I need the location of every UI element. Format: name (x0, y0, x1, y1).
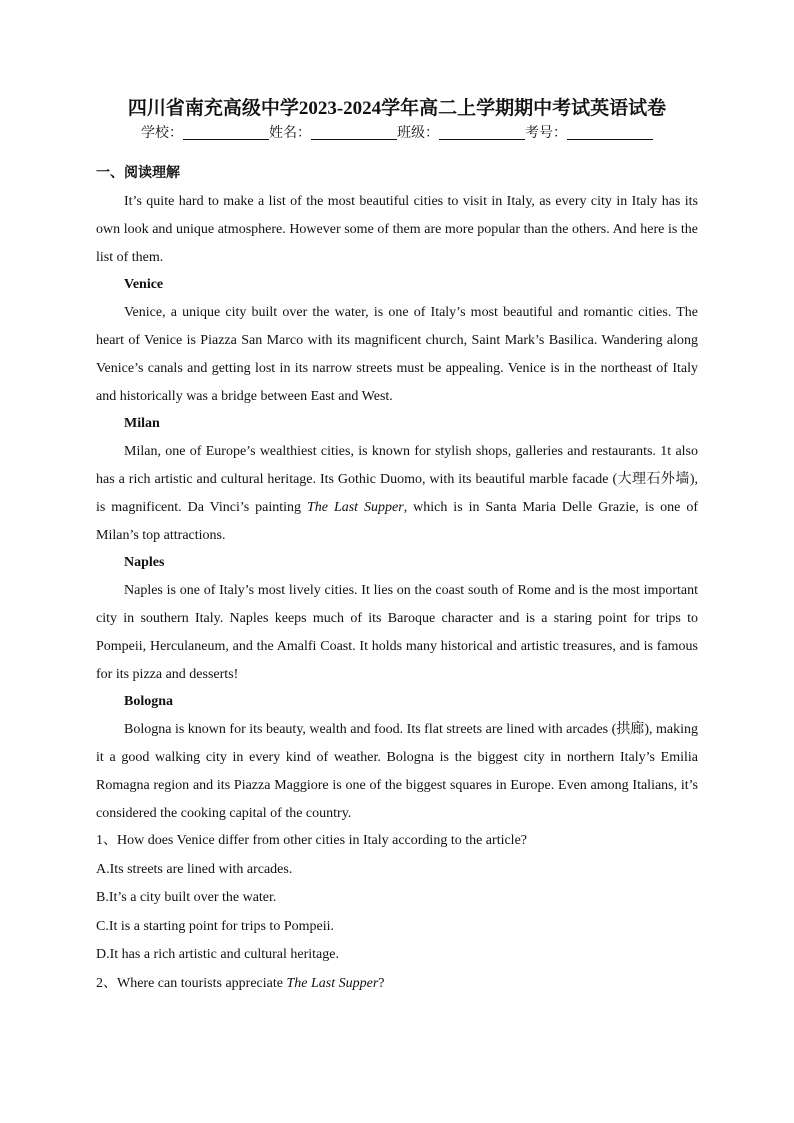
painting-title: The Last Supper (307, 499, 404, 515)
city-heading-milan: Milan (124, 416, 160, 432)
venice-paragraph: Venice, a unique city built over the water, is one of Italy’s most beautiful and romantic cities. The heart of Venice is Piazza San Marco with its magnificent church, Saint Mark’s Basilica. Wandering along Venice’s canals and getting lost in its narrow streets must be appealing. Venice is in the northeast of Italy and historically was a bridge between East and West. (96, 305, 698, 404)
city-heading-venice: Venice (124, 277, 164, 293)
city-heading-bologna: Bologna (124, 694, 174, 710)
page-title: 四川省南充高级中学2023-2024学年高二上学期期中考试英语试卷 (127, 98, 667, 119)
question-2-text-before: 2、Where can tourists appreciate (96, 975, 287, 991)
question-1-option-b[interactable]: B.It’s a city built over the water. (96, 890, 277, 906)
exam-no-blank[interactable] (567, 125, 653, 140)
city-heading-naples: Naples (124, 555, 165, 571)
class-label: 班级： (397, 126, 439, 141)
question-2-stem (96, 970, 698, 999)
exam-page (96, 96, 698, 998)
class-blank[interactable] (439, 125, 525, 140)
question-2-text-after: ? (378, 975, 385, 991)
intro-paragraph: It’s quite hard to make a list of the most beautiful cities to visit in Italy, as every city in Italy has its own look and unique atmosphere. However some of them are more popular than the others. And here is the list of them. (96, 194, 698, 265)
name-label: 姓名： (269, 126, 311, 141)
question-1-option-a[interactable]: A.Its streets are lined with arcades. (96, 861, 293, 877)
milan-text-before: Milan, one of Europe’s wealthiest cities, is known for stylish shops, galleries and restaurants. 1t also has a rich artistic and cultural heritage. Its Gothic Duomo, with its beautiful marble facade (大理石外墙), is magnificent. Da Vinci’s painting (96, 444, 698, 515)
question-2-painting-title: The Last Supper (286, 975, 379, 991)
naples-paragraph: Naples is one of Italy’s most lively cities. It lies on the coast south of Rome and is the most important city in southern Italy. Naples keeps much of its Baroque character and is a staring point for trips to Pompeii, Herculaneum, and the Amalfi Coast. It holds many historical and artistic treasures, and is famous for its pizza and desserts! (96, 583, 698, 682)
question-1-stem: 1、How does Venice differ from other cities in Italy according to the article? (96, 833, 527, 849)
question-1-option-d[interactable]: D.It has a rich artistic and cultural heritage. (96, 947, 339, 963)
milan-paragraph (96, 438, 698, 549)
school-blank[interactable] (183, 125, 269, 140)
name-blank[interactable] (311, 125, 397, 140)
bologna-paragraph: Bologna is known for its beauty, wealth and food. Its flat streets are lined with arcades (拱廊), making it a good walking city in every kind of weather. Bologna is the biggest city in northern Italy’s Emilia Romagna region and its Piazza Maggiore is one of the biggest squares in Europe. Even among Italians, it’s considered the cooking capital of the country. (96, 722, 698, 821)
exam-no-label: 考号： (525, 126, 567, 141)
milan-text-after: , which is in Santa Maria Delle Grazie, is one of Milan’s top attractions. (96, 499, 698, 543)
section-heading: 一、阅读理解 (96, 166, 180, 181)
school-label: 学校： (141, 126, 183, 141)
question-1-option-c[interactable]: C.It is a starting point for trips to Pompeii. (96, 918, 334, 934)
student-info-line (96, 122, 698, 146)
